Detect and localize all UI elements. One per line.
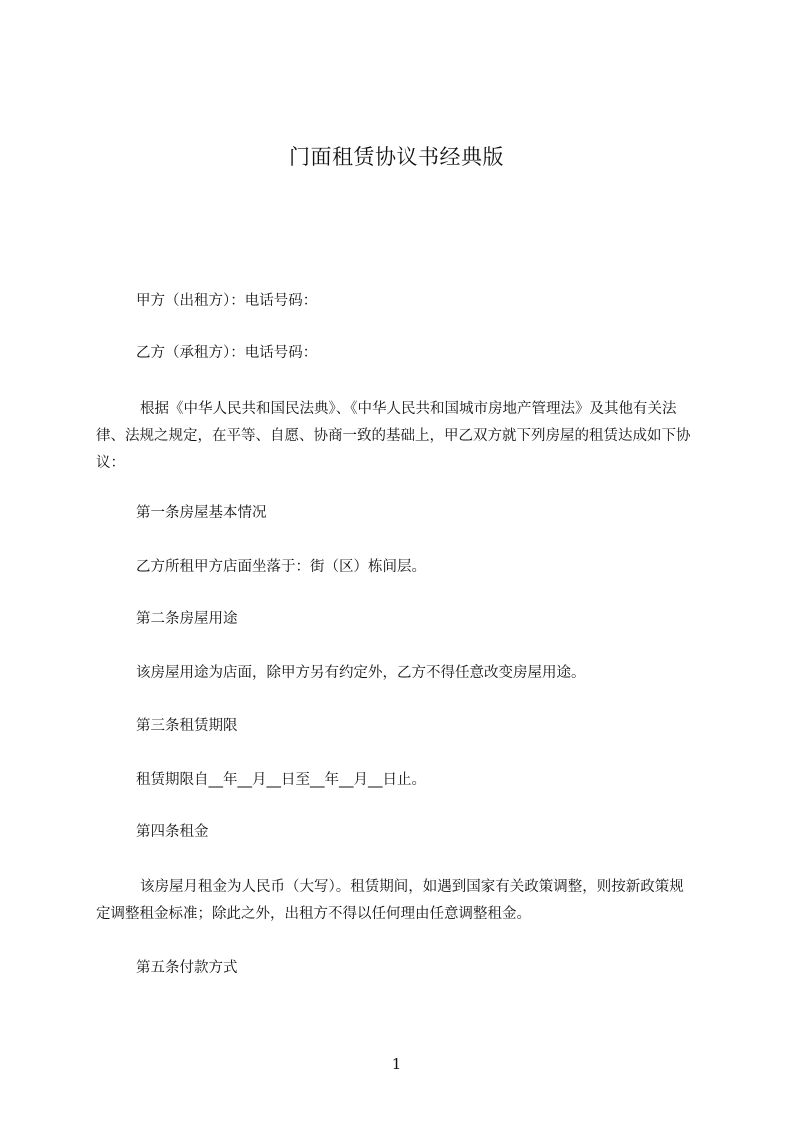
article-4-heading: 第四条租金	[136, 824, 209, 840]
document-title: 门面租赁协议书经典版	[289, 145, 504, 169]
article-2-heading: 第二条房屋用途	[136, 611, 238, 627]
article-1-body: 乙方所租甲方店面坐落于：街（区）栋间层。	[136, 559, 426, 575]
article-5-heading: 第五条付款方式	[136, 960, 238, 976]
preamble-paragraph: 根据《中华人民共和国民法典》、《中华人民共和国城市房地产管理法》及其他有关法律、法规之规定，在平等、自愿、协商一致的基础上，甲乙双方就下列房屋的租赁达成如下协议：	[96, 401, 691, 471]
article-3-body: 租赁期限自__年__月__日至__年__月__日止。	[136, 772, 426, 788]
article-2-body: 该房屋用途为店面，除甲方另有约定外，乙方不得任意改变房屋用途。	[136, 665, 586, 681]
article-3-heading: 第三条租赁期限	[136, 718, 238, 734]
party-a-line: 甲方（出租方）：电话号码：	[136, 293, 318, 309]
article-4-body: 该房屋月租金为人民币（大写）。租赁期间，如遇到国家有关政策调整，则按新政策规定调整租金标准；除此之外，出租方不得以任何理由任意调整租金。	[96, 879, 684, 922]
page-number: 1	[391, 1055, 402, 1073]
article-1-heading: 第一条房屋基本情况	[136, 505, 267, 521]
party-b-line: 乙方（承租方）：电话号码：	[136, 345, 318, 361]
